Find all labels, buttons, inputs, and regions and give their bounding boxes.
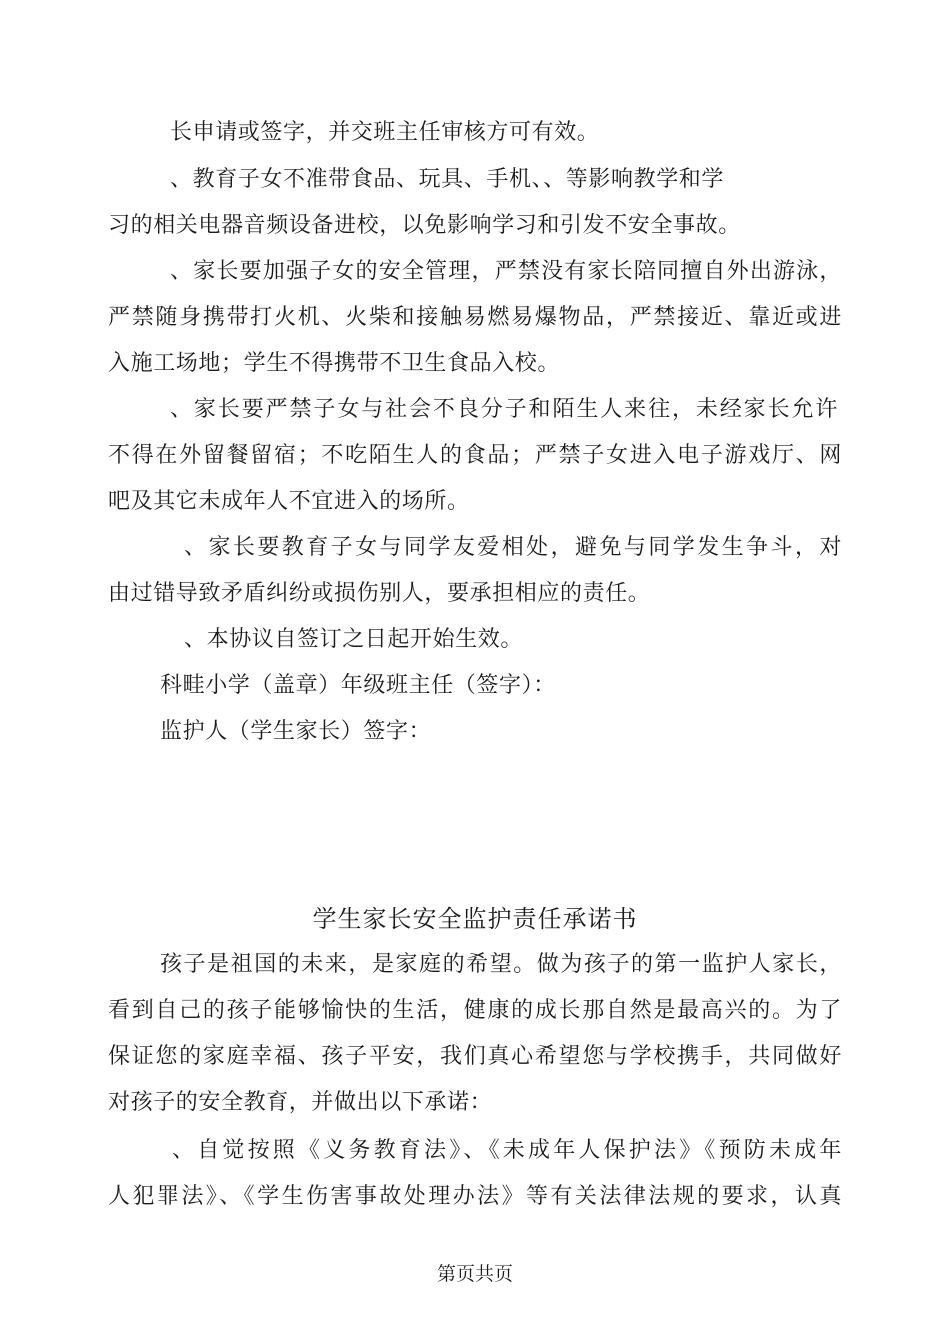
paragraph-line: 对孩子的安全教育，并做出以下承诺： [108, 1090, 493, 1115]
paragraph-line: 看到自己的孩子能够愉快的生活，健康的成长那自然是最高兴的。为了 [108, 998, 842, 1023]
paragraph-line: 长申请或签字，并交班主任审核方可有效。 [170, 120, 600, 145]
paragraph-line: 吧及其它未成年人不宜进入的场所。 [108, 489, 470, 514]
paragraph-line: 、本协议自签订之日起开始生效。 [184, 627, 524, 652]
signature-line-guardian: 监护人（学生家长）签字： [160, 719, 432, 744]
paragraph-line: 严禁随身携带打火机、火柴和接触易燃易爆物品，严禁接近、靠近或进 [108, 305, 842, 330]
paragraph-line: 、家长要教育子女与同学友爱相处，避免与同学发生争斗，对 [184, 535, 842, 560]
paragraph-line: 习的相关电器音频设备进校，以免影响学习和引发不安全事故。 [108, 213, 741, 238]
paragraph-line: 、自觉按照《义务教育法》、《未成年人保护法》《预防未成年 [172, 1138, 842, 1163]
paragraph-line: 人犯罪法》、《学生伤害事故处理办法》等有关法律法规的要求，认真 [108, 1184, 842, 1209]
paragraph-line: 孩子是祖国的未来，是家庭的希望。做为孩子的第一监护人家长， [160, 952, 842, 977]
page-footer: 第页共页 [436, 1263, 513, 1285]
paragraph-line: 、教育子女不准带食品、玩具、手机、、等影响教学和学 [170, 167, 725, 192]
paragraph-line: 、家长要严禁子女与社会不良分子和陌生人来往，未经家长允许 [170, 397, 838, 422]
paragraph-line: 保证您的家庭幸福、孩子平安，我们真心希望您与学校携手，共同做好 [108, 1044, 842, 1069]
paragraph-line: 由过错导致矛盾纠纷或损伤别人，要承担相应的责任。 [108, 581, 651, 606]
paragraph-line: 入施工场地；学生不得携带不卫生食品入校。 [108, 351, 561, 376]
paragraph-line: 不得在外留餐留宿；不吃陌生人的食品；严禁子女进入电子游戏厅、网 [108, 443, 842, 468]
paragraph-line: 、家长要加强子女的安全管理，严禁没有家长陪同擅自外出游泳， [170, 259, 842, 284]
signature-line-school: 科畦小学（盖章）年级班主任（签字）： [160, 673, 556, 698]
page-title: 学生家长安全监护责任承诺书 [312, 905, 638, 933]
